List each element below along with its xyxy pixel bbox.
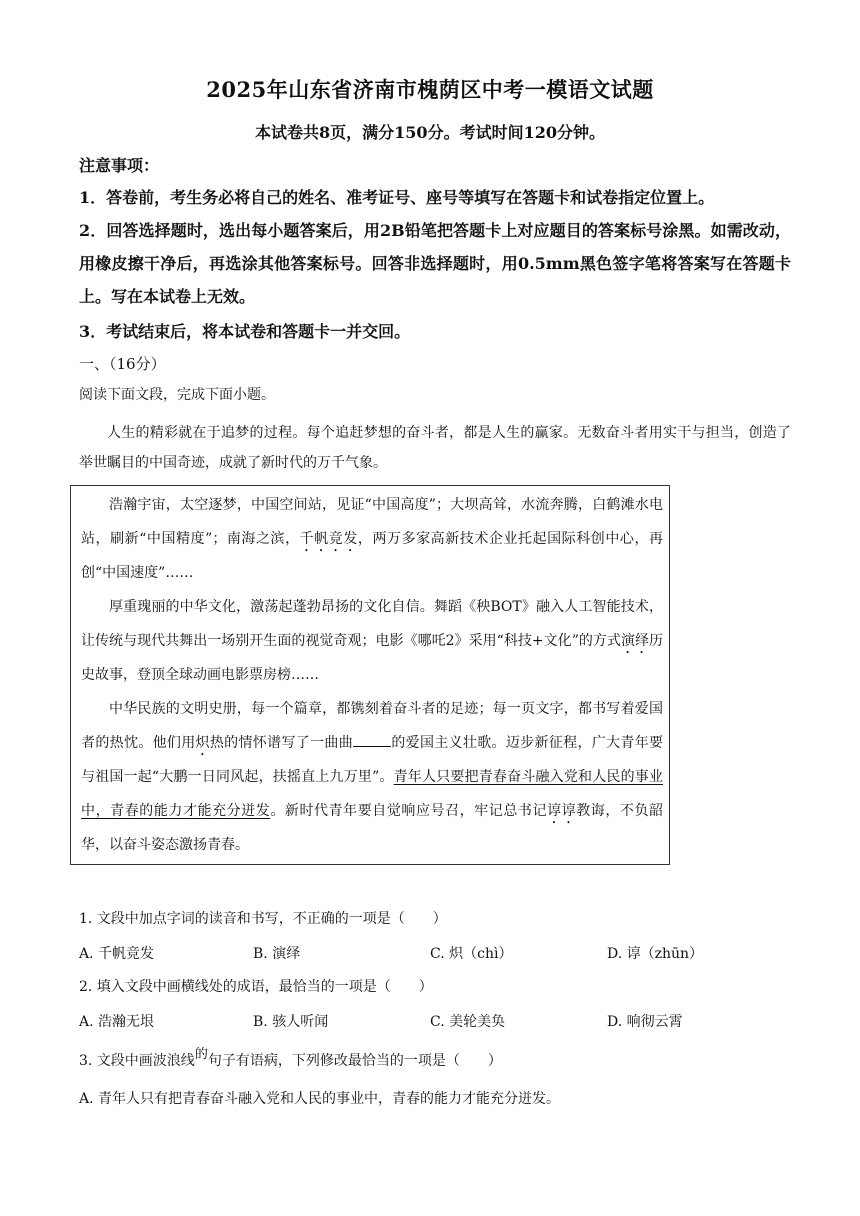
passage-text: 厚重瑰丽的中华文化，激荡起蓬勃昂扬的文化自信。舞蹈《秧BOT》融入人工智能技术，让传统与现代共舞出一场别开生面的视觉奇观；电影《哪吒2》采用“科技+文化”的方式 (81, 599, 663, 649)
passage-text: 热的情怀谱写了一曲曲 (209, 735, 354, 751)
option-a: A. 浩瀚无垠 (79, 1014, 155, 1030)
option-a: A. 青年人只有把青春奋斗融入党和人民的事业中，青春的能力才能充分迸发。 (79, 1091, 561, 1107)
note-item: 3．考试结束后，将本试卷和答题卡一并交回。 (79, 322, 411, 341)
passage-text: 浩瀚宇宙，太空逐梦，中国空间站，见证“中国高度”；大坝高耸，水流奔腾，白鹤滩水电站，刷新“中国精度”；南海之滨， (81, 497, 663, 547)
question-text: 句子有语病，下列修改最恰当的一项是（ ） (207, 1053, 502, 1069)
fill-blank (353, 732, 391, 747)
question-text: 3. 文段中画波浪线 (79, 1053, 195, 1069)
wavy-underlined-sentence: 青年人只要把青春奋斗融入党和人民的事业中，青春的能力才能充分迸发 (81, 769, 663, 819)
passage-paragraph (81, 692, 663, 862)
option-c: C. 美轮美奂 (430, 1014, 506, 1030)
passage-text: 历史故事，登顶全球动画电影票房榜…… (81, 633, 664, 683)
exam-info: 本试卷共8页，满分150分。考试时间120分钟。 (255, 123, 605, 142)
passage-text: ，两万多家高新技术企业托起国际科创中心，再创“中国速度”…… (81, 531, 664, 581)
section-label: 一、（16分） (79, 355, 166, 373)
question-stem: 2. 填入文段中画横线处的成语，最恰当的一项是（ ） (79, 979, 433, 995)
question-superscript: 的 (194, 1047, 208, 1062)
option-b: B. 骇人听闻 (253, 1014, 329, 1030)
passage-text: 。新时代青年要自觉响应号召，牢记总书记 (270, 803, 548, 819)
question-stem: 1. 文段中加点字词的读音和书写，不正确的一项是（ ） (79, 911, 447, 927)
page-title: 2025年山东省济南市槐荫区中考一模语文试题 (206, 77, 654, 102)
passage-paragraph (81, 488, 663, 590)
passage-text: 中华民族的文明史册，每一个篇章，都镌刻着奋斗者的足迹；每一页文字，都书写着爱国者的热忱。他们用 (81, 701, 663, 751)
dotted-word: 千帆竞发 (299, 531, 358, 547)
passage-text: 的爱国主义壮歌。迈步新征程，广大青年要与祖国一起“大鹏一日同风起，扶摇直上九万里”。 (81, 735, 664, 785)
dotted-word: 炽 (195, 735, 210, 751)
note-item: 2．回答选择题时，选出每小题答案后，用2B铅笔把答题卡上对应题目的答案标号涂黑。如需改动，用橡皮擦干净后，再选涂其他答案标号。回答非选择题时，用0.5mm黑色签字笔将答案写在答题卡上。写在本试卷上无效。 (79, 221, 791, 306)
dotted-word: 谆谆 (547, 803, 577, 819)
reading-instruction: 阅读下面文段，完成下面小题。 (79, 387, 275, 403)
option-c: C. 炽（chì） (430, 946, 513, 962)
option-a: A. 千帆竞发 (79, 946, 155, 962)
dotted-word: 演绎 (620, 633, 650, 649)
intro-paragraph: 人生的精彩就在于追梦的过程。每个追赶梦想的奋斗者，都是人生的赢家。无数奋斗者用实干与担当，创造了举世瞩目的中国奇迹，成就了新时代的万千气象。 (79, 425, 791, 471)
passage-box (70, 485, 670, 865)
question-stem (79, 1047, 502, 1070)
option-d: D. 响彻云霄 (607, 1014, 683, 1030)
option-b: B. 演绎 (253, 946, 301, 962)
note-item: 1．答卷前，考生务必将自己的姓名、准考证号、座号等填写在答题卡和试卷指定位置上。 (79, 188, 715, 207)
option-d: D. 谆（zhūn） (607, 946, 704, 962)
notes-heading: 注意事项： (79, 156, 160, 175)
passage-paragraph (81, 590, 663, 692)
passage-text: 教诲，不负韶华，以奋斗姿态激扬青春。 (81, 803, 664, 853)
